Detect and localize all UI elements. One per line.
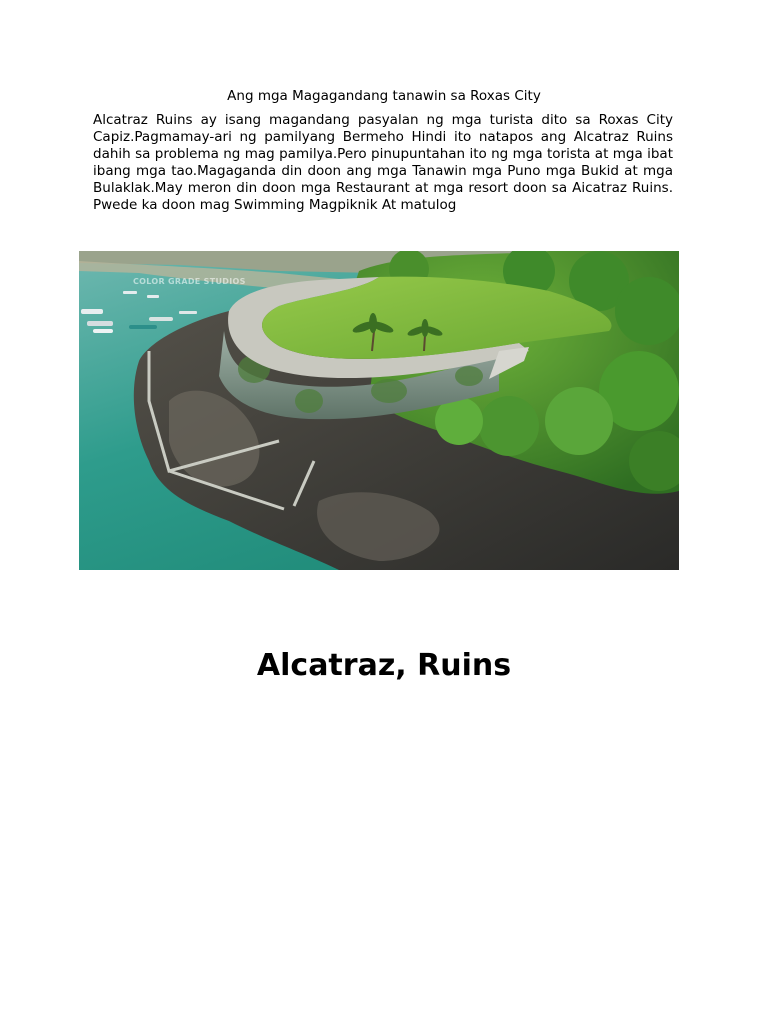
photo-caption: Alcatraz, Ruins bbox=[256, 648, 512, 683]
photo-illustration bbox=[79, 251, 679, 570]
photo-watermark: COLOR GRADE STUDIOS bbox=[133, 277, 246, 286]
document-title: Ang mga Magagandang tanawin sa Roxas City bbox=[227, 88, 541, 104]
document-paragraph: Alcatraz Ruins ay isang magandang pasyalan ng mga turista dito sa Roxas City Capiz.Pagmamay-ari ng pamilyang Bermeho Hindi ito natapos ang Alcatraz Ruins dahih sa problema ng mag pamilya.Pero pinupuntahan ito ng mga torista at mga ibat ibang mga tao.Magaganda din doon ang mga Tanawin mga Puno mga Bukid at mga Bulaklak.May meron din doon mga Restaurant at mga resort doon sa Aicatraz Ruins. Pwede ka doon mag Swimming Magpiknik At matulog bbox=[93, 112, 673, 213]
alcatraz-ruins-photo bbox=[79, 251, 679, 570]
